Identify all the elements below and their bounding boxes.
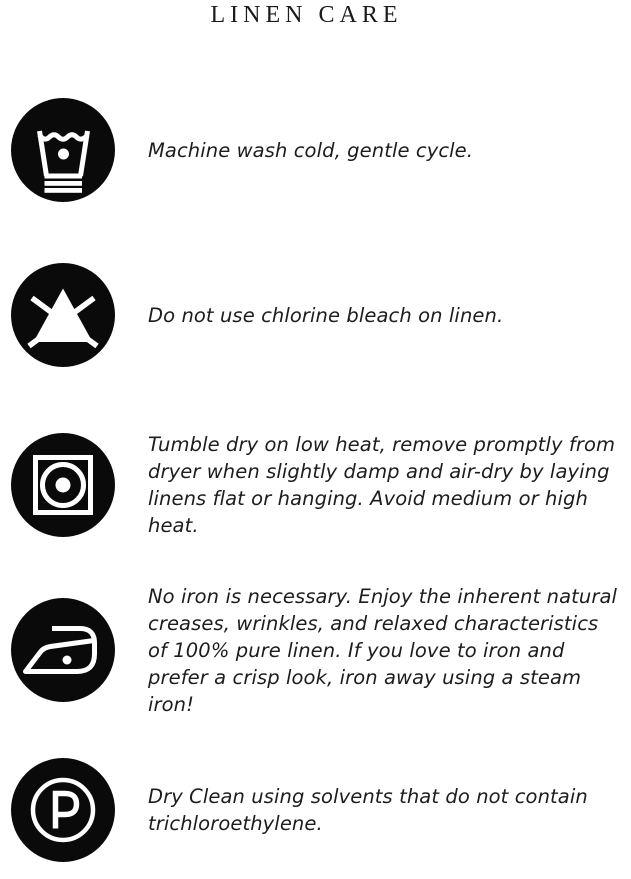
care-instruction-text: Do not use chlorine bleach on linen.	[148, 303, 504, 327]
care-row-machine-wash	[11, 98, 623, 202]
machine-wash-icon	[11, 98, 115, 202]
care-row-do-not-bleach	[11, 263, 623, 367]
care-row-iron	[11, 584, 623, 716]
iron-icon	[11, 598, 115, 702]
page-title: LINEN CARE	[210, 2, 403, 28]
do-not-bleach-icon	[11, 263, 115, 367]
care-instruction-text: Dry Clean using solvents that do not contain trichloroethylene.	[148, 785, 588, 835]
care-row-tumble-dry	[11, 433, 623, 537]
tumble-dry-low-icon	[11, 433, 115, 537]
care-row-dry-clean	[11, 758, 623, 862]
care-instruction-text: No iron is necessary. Enjoy the inherent natural creases, wrinkles, and relaxed characteristics of 100% pure linen. If you love to iron and prefer a crisp look, iron away using a steam iron!	[148, 584, 618, 716]
care-instruction-text: Machine wash cold, gentle cycle.	[148, 138, 474, 162]
care-instruction-text: Tumble dry on low heat, remove promptly from dryer when slightly damp and air-dry by laying linens flat or hanging. Avoid medium or high heat.	[148, 433, 616, 537]
dry-clean-icon	[11, 758, 115, 862]
